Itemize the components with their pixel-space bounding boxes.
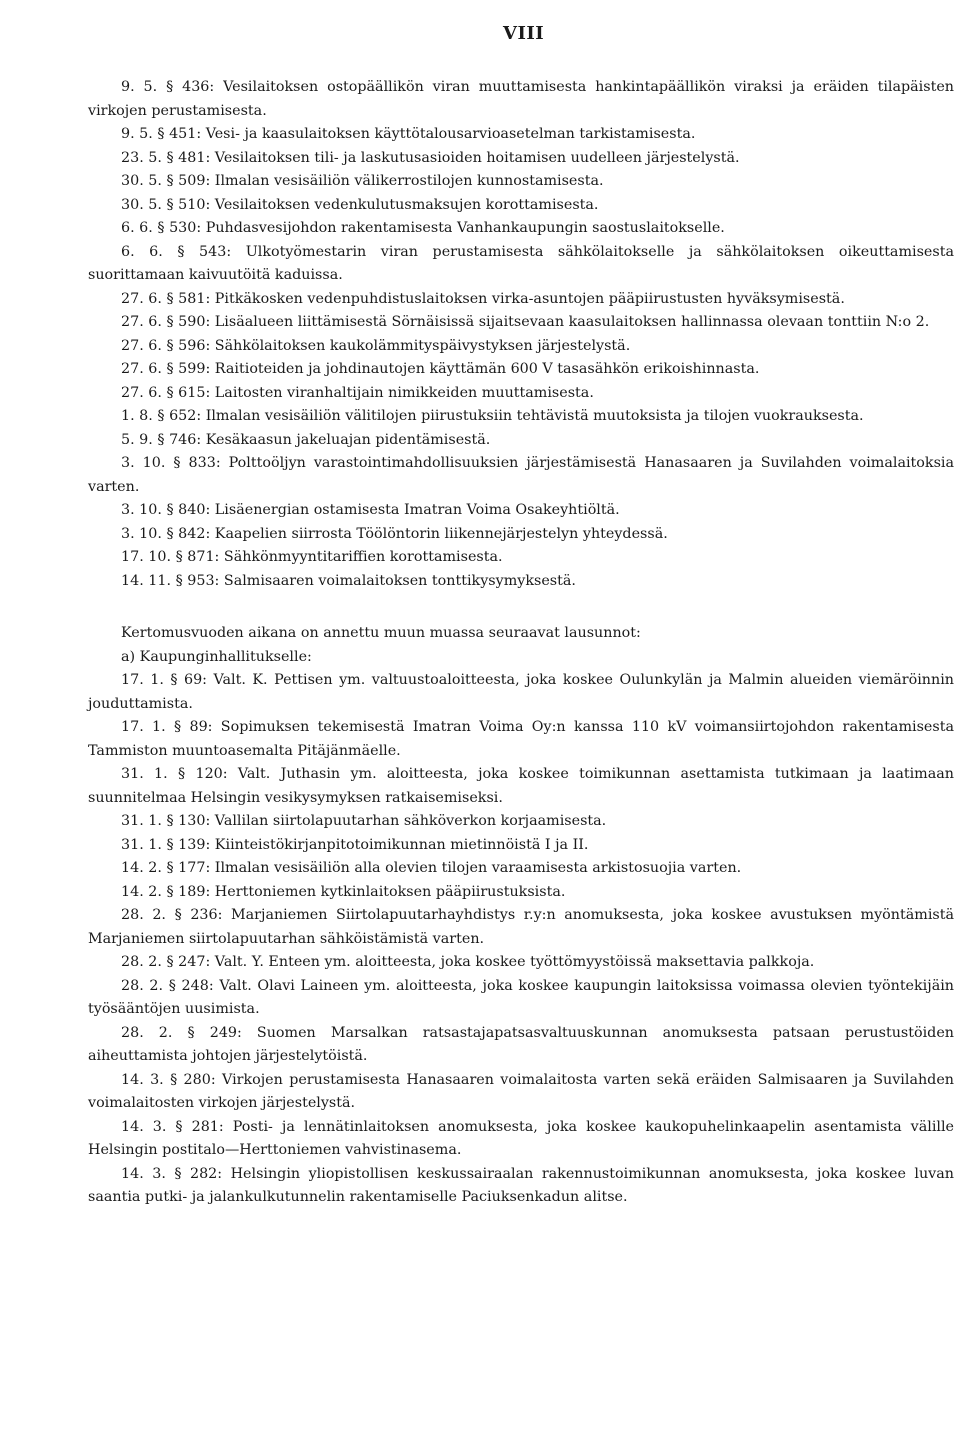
decision-entry: 30. 5. § 510: Vesilaitoksen vedenkulutusmaksujen korottamisesta.: [121, 196, 599, 213]
section-gap: [88, 593, 954, 622]
statement-entry: 28. 2. § 249: Suomen Marsalkan ratsastajapatsasvaltuuskunnan anomuksesta patsaan perustustöiden aiheuttamista johtojen järjestelytöistä.: [88, 1024, 954, 1064]
decision-entry: 9. 5. § 451: Vesi- ja kaasulaitoksen käyttötalousarvioasetelman tarkistamisesta.: [121, 126, 696, 142]
decision-entry: 3. 10. § 840: Lisäenergian ostamisesta Imatran Voima Osakeyhtiöltä.: [121, 502, 620, 518]
decision-entry: 14. 11. § 953: Salmisaaren voimalaitoksen tonttikysymyksestä.: [121, 572, 576, 589]
decision-entry: 3. 10. § 842: Kaapelien siirrosta Töölöntorin liikennejärjestelyn yhteydessä.: [121, 525, 668, 542]
decision-entry: 6. 6. § 543: Ulkotyömestarin viran perustamisesta sähkölaitokselle ja sähkölaitoksen oikeuttamisesta suorittamaan kaivuutöitä kaduissa.: [88, 243, 954, 283]
decision-entry: 27. 6. § 590: Lisäalueen liittämisestä Sörnäisissä sijaitsevaan kaasulaitoksen hallinnassa olevaan tonttiin N:o 2.: [121, 314, 930, 330]
statement-entry: 14. 3. § 281: Posti- ja lennätinlaitoksen anomuksesta, joka koskee kaukopuhelinkaapelin asentamista välille Helsingin postitalo—Herttoniemen vahvistinasema.: [88, 1118, 954, 1158]
statement-entry: 14. 2. § 177: Ilmalan vesisäiliön alla olevien tilojen varaamisesta arkistosuojia varten.: [121, 860, 742, 876]
page-number: VIII: [503, 23, 545, 44]
decision-entry: 30. 5. § 509: Ilmalan vesisäiliön välikerrostilojen kunnostamisesta.: [121, 173, 604, 189]
decision-entry: 17. 10. § 871: Sähkönmyyntitariffien korottamisesta.: [121, 549, 503, 565]
decision-entry: 27. 6. § 581: Pitkäkosken vedenpuhdistuslaitoksen virka-asuntojen pääpiirustusten hyväksymisestä.: [121, 290, 845, 307]
decision-entry: 27. 6. § 599: Raitioteiden ja johdinautojen käyttämän 600 V tasasähkön erikoishinnasta.: [121, 361, 760, 377]
statement-entry: 17. 1. § 69: Valt. K. Pettisen ym. valtuustoaloitteesta, joka koskee Oulunkylän ja Malmin alueiden viemäröinnin jouduttamista.: [88, 672, 954, 712]
decision-entry: 5. 9. § 746: Kesäkaasun jakeluajan pidentämisestä.: [121, 431, 491, 448]
section-subheading: a) Kaupunginhallitukselle:: [121, 648, 312, 665]
decision-entry: 27. 6. § 615: Laitosten viranhaltijain nimikkeiden muuttamisesta.: [121, 384, 594, 401]
statement-entry: 17. 1. § 89: Sopimuksen tekemisestä Imatran Voima Oy:n kanssa 110 kV voimansiirtojohdon rakentamisesta Tammiston muuntoasemalta Pitäjänmäelle.: [88, 719, 954, 759]
statement-entry: 14. 3. § 282: Helsingin yliopistollisen keskussairaalan rakennustoimikunnan anomuksesta, joka koskee luvan saantia putki- ja jalankulkutunnelin rakentamiselle Paciuksenkadun alitse.: [88, 1165, 954, 1205]
statement-entry: 14. 2. § 189: Herttoniemen kytkinlaitoksen pääpiirustuksista.: [121, 883, 566, 900]
statement-list: [88, 669, 954, 1210]
decision-entry: 1. 8. § 652: Ilmalan vesisäiliön välitilojen piirustuksiin tehtävistä muutoksista ja tilojen vuokrauksesta.: [121, 408, 864, 424]
statement-entry: 31. 1. § 120: Valt. Juthasin ym. aloitteesta, joka koskee toimikunnan asettamista tutkimaan ja laatimaan suunnitelmaa Helsingin vesikysymyksen ratkaisemiseksi.: [88, 766, 954, 806]
section-intro: Kertomusvuoden aikana on annettu muun muassa seuraavat lausunnot:: [121, 625, 641, 641]
decision-entry: 9. 5. § 436: Vesilaitoksen ostopäällikön viran muuttamisesta hankintapäällikön viraksi ja eräiden tilapäisten virkojen perustamisesta.: [88, 79, 954, 119]
decision-entry: 6. 6. § 530: Puhdasvesijohdon rakentamisesta Vanhankaupungin saostuslaitokselle.: [121, 220, 725, 236]
statement-entry: 28. 2. § 247: Valt. Y. Enteen ym. aloitteesta, joka koskee työttömyystöissä maksettavia palkkoja.: [121, 954, 815, 970]
statement-entry: 28. 2. § 248: Valt. Olavi Laineen ym. aloitteesta, joka koskee kaupungin laitoksissa voimassa olevien työntekijäin työsääntöjen uusimista.: [88, 977, 954, 1017]
statement-entry: 14. 3. § 280: Virkojen perustamisesta Hanasaaren voimalaitosta varten sekä eräiden Salmisaaren ja Suvilahden voimalaitosten virkojen järjestelystä.: [88, 1071, 954, 1111]
decision-entry: 23. 5. § 481: Vesilaitoksen tili- ja laskutusasioiden hoitamisen uudelleen järjestelystä.: [121, 149, 740, 166]
decision-entry: 27. 6. § 596: Sähkölaitoksen kaukolämmityspäivystyksen järjestelystä.: [121, 337, 631, 354]
decision-entry: 3. 10. § 833: Polttoöljyn varastointimahdollisuuksien järjestämisestä Hanasaaren ja Suvilahden voimalaitoksia varten.: [88, 455, 954, 495]
statement-entry: 31. 1. § 130: Vallilan siirtolapuutarhan sähköverkon korjaamisesta.: [121, 813, 607, 829]
statement-entry: 31. 1. § 139: Kiinteistökirjanpitotoimikunnan mietinnöistä I ja II.: [121, 836, 589, 853]
document-body: [88, 76, 954, 1210]
decision-list: [88, 76, 954, 593]
statement-entry: 28. 2. § 236: Marjaniemen Siirtolapuutarhayhdistys r.y:n anomuksesta, joka koskee avustuksen myöntämistä Marjaniemen siirtolapuutarhan sähköistämistä varten.: [88, 907, 954, 947]
